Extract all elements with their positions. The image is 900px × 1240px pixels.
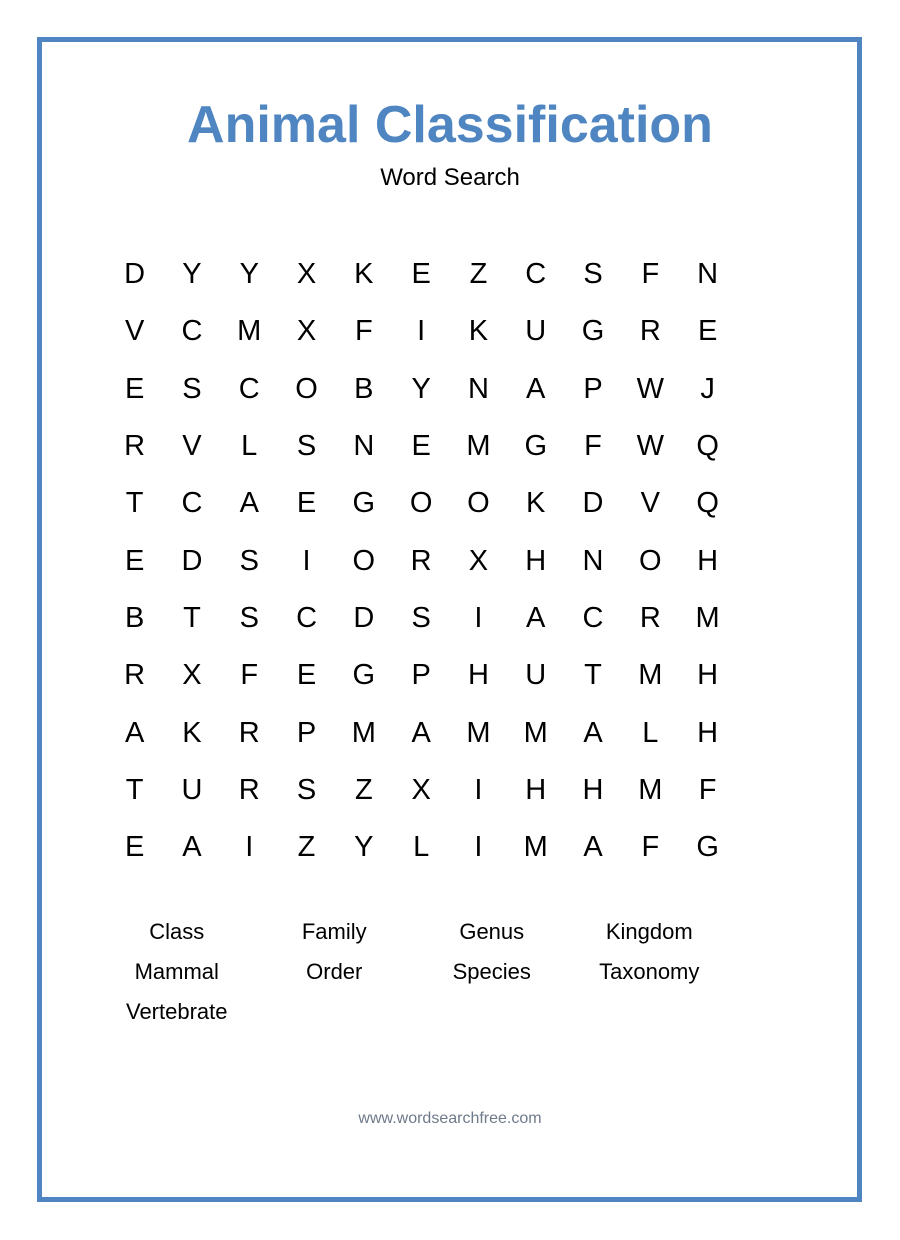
grid-cell[interactable]: M bbox=[237, 315, 262, 348]
grid-cell[interactable]: R bbox=[639, 315, 661, 348]
grid-cell[interactable]: M bbox=[695, 601, 720, 634]
grid-cell[interactable]: A bbox=[411, 716, 431, 749]
grid-cell[interactable]: F bbox=[641, 258, 660, 291]
grid-cell[interactable]: R bbox=[124, 430, 146, 463]
grid-cell[interactable]: S bbox=[411, 601, 431, 634]
grid-cell[interactable]: Z bbox=[469, 258, 488, 291]
grid-cell[interactable]: U bbox=[525, 659, 547, 692]
grid-cell[interactable]: C bbox=[181, 487, 203, 520]
word-list-item: Mammal bbox=[134, 959, 219, 984]
grid-cell[interactable]: P bbox=[411, 659, 431, 692]
grid-cell[interactable]: Y bbox=[354, 831, 374, 864]
grid-cell[interactable]: B bbox=[124, 601, 145, 634]
grid-cell[interactable]: K bbox=[468, 315, 489, 348]
grid-cell[interactable]: N bbox=[582, 544, 604, 577]
grid-cell[interactable]: V bbox=[182, 430, 202, 463]
grid-cell[interactable]: W bbox=[636, 430, 664, 463]
grid-cell[interactable]: I bbox=[245, 831, 254, 864]
grid-cell[interactable]: F bbox=[354, 315, 373, 348]
grid-cell[interactable]: S bbox=[239, 601, 259, 634]
grid-cell[interactable]: M bbox=[523, 716, 548, 749]
grid-cell[interactable]: C bbox=[582, 601, 604, 634]
grid-cell[interactable]: H bbox=[582, 773, 604, 806]
grid-cell[interactable]: V bbox=[124, 315, 145, 348]
word-list-item: Species bbox=[452, 959, 531, 984]
grid-cell[interactable]: G bbox=[352, 659, 376, 692]
grid-cell[interactable]: Z bbox=[297, 831, 316, 864]
grid-cell[interactable]: H bbox=[697, 716, 719, 749]
grid-cell[interactable]: A bbox=[239, 487, 259, 520]
grid-cell[interactable]: M bbox=[523, 831, 548, 864]
grid-cell[interactable]: F bbox=[641, 831, 660, 864]
grid-cell[interactable]: P bbox=[296, 716, 317, 749]
word-list-item: Family bbox=[301, 919, 367, 944]
grid-cell[interactable]: O bbox=[409, 487, 433, 520]
grid-cell[interactable]: X bbox=[296, 258, 317, 291]
grid-cell[interactable]: N bbox=[467, 372, 489, 405]
grid-cell[interactable]: Q bbox=[696, 430, 719, 463]
grid-cell[interactable]: N bbox=[353, 430, 375, 463]
grid-cell[interactable]: S bbox=[296, 430, 317, 463]
grid-cell[interactable]: O bbox=[295, 372, 318, 405]
grid-cell[interactable]: O bbox=[639, 544, 662, 577]
grid-cell[interactable]: M bbox=[638, 659, 663, 692]
grid-cell[interactable]: O bbox=[467, 487, 490, 520]
grid-cell[interactable]: S bbox=[583, 258, 603, 291]
grid-cell[interactable]: G bbox=[696, 831, 719, 864]
grid-cell[interactable]: M bbox=[466, 430, 491, 463]
grid-cell[interactable]: K bbox=[354, 258, 374, 291]
grid-cell[interactable]: Q bbox=[696, 487, 719, 520]
word-list-item: Vertebrate bbox=[125, 999, 228, 1024]
grid-cell[interactable]: X bbox=[411, 773, 431, 806]
grid-cell[interactable]: L bbox=[241, 430, 258, 463]
grid-cell[interactable]: T bbox=[584, 659, 602, 692]
grid-cell[interactable]: E bbox=[296, 659, 317, 692]
grid-cell[interactable]: R bbox=[410, 544, 432, 577]
grid-cell[interactable]: K bbox=[526, 487, 546, 520]
grid-cell[interactable]: X bbox=[468, 544, 489, 577]
grid-cell[interactable]: D bbox=[181, 544, 203, 577]
grid-cell[interactable]: M bbox=[638, 773, 663, 806]
grid-cell[interactable]: B bbox=[354, 372, 374, 405]
grid-cell[interactable]: L bbox=[642, 716, 659, 749]
grid-cell[interactable]: G bbox=[524, 430, 547, 463]
grid-cell[interactable]: H bbox=[697, 544, 719, 577]
grid-cell[interactable]: K bbox=[182, 716, 202, 749]
grid-cell[interactable]: C bbox=[238, 372, 260, 405]
grid-cell[interactable]: S bbox=[296, 773, 317, 806]
grid-cell[interactable]: N bbox=[697, 258, 719, 291]
grid-cell[interactable]: H bbox=[525, 773, 547, 806]
grid-cell[interactable]: F bbox=[240, 659, 259, 692]
grid-cell[interactable]: C bbox=[525, 258, 547, 291]
letter-grid bbox=[106, 246, 736, 876]
grid-cell[interactable]: U bbox=[181, 773, 203, 806]
grid-cell[interactable]: I bbox=[474, 773, 483, 806]
grid-cell[interactable]: X bbox=[296, 315, 317, 348]
grid-cell[interactable]: U bbox=[525, 315, 547, 348]
grid-cell[interactable]: P bbox=[583, 372, 603, 405]
grid-cell[interactable]: C bbox=[181, 315, 203, 348]
puzzle-subtitle: Word Search bbox=[380, 164, 520, 191]
grid-cell[interactable]: L bbox=[413, 831, 430, 864]
grid-cell[interactable]: E bbox=[296, 487, 317, 520]
grid-cell[interactable]: A bbox=[124, 716, 145, 749]
word-list bbox=[98, 912, 728, 1032]
grid-cell[interactable]: V bbox=[640, 487, 660, 520]
grid-cell[interactable]: A bbox=[526, 601, 546, 634]
grid-cell[interactable]: A bbox=[182, 831, 202, 864]
grid-cell[interactable]: X bbox=[182, 659, 202, 692]
grid-cell[interactable]: I bbox=[302, 544, 311, 577]
grid-cell[interactable]: F bbox=[584, 430, 602, 463]
grid-cell[interactable]: E bbox=[124, 544, 145, 577]
word-list-item: Order bbox=[306, 959, 363, 984]
grid-cell[interactable]: Y bbox=[239, 258, 259, 291]
grid-cell[interactable]: A bbox=[526, 372, 546, 405]
word-list-item: Genus bbox=[459, 919, 525, 944]
grid-cell[interactable]: D bbox=[124, 258, 146, 291]
grid-cell[interactable]: M bbox=[351, 716, 376, 749]
grid-cell[interactable]: S bbox=[239, 544, 259, 577]
grid-cell[interactable]: H bbox=[467, 659, 489, 692]
grid-cell[interactable]: R bbox=[238, 773, 260, 806]
grid-cell[interactable]: F bbox=[698, 773, 717, 806]
grid-cell[interactable]: A bbox=[583, 831, 603, 864]
grid-cell[interactable]: D bbox=[582, 487, 604, 520]
grid-cell[interactable]: E bbox=[411, 430, 431, 463]
grid-cell[interactable]: O bbox=[352, 544, 376, 577]
grid-cell[interactable]: T bbox=[125, 773, 144, 806]
grid-cell[interactable]: R bbox=[124, 659, 146, 692]
grid-cell[interactable]: A bbox=[583, 716, 603, 749]
grid-cell[interactable]: G bbox=[352, 487, 376, 520]
grid-cell[interactable]: T bbox=[183, 601, 201, 634]
word-list-item: Taxonomy bbox=[599, 959, 700, 984]
grid-cell[interactable]: E bbox=[411, 258, 431, 291]
grid-cell[interactable]: E bbox=[697, 315, 718, 348]
puzzle-title: Animal Classification bbox=[187, 96, 713, 154]
grid-cell[interactable]: G bbox=[581, 315, 605, 348]
grid-cell[interactable]: R bbox=[238, 716, 260, 749]
grid-cell[interactable]: Y bbox=[182, 258, 202, 291]
grid-cell[interactable]: H bbox=[697, 659, 719, 692]
grid-cell[interactable]: D bbox=[353, 601, 375, 634]
grid-cell[interactable]: H bbox=[525, 544, 547, 577]
grid-cell[interactable]: I bbox=[474, 831, 483, 864]
grid-cell[interactable]: Z bbox=[354, 773, 373, 806]
grid-cell[interactable]: E bbox=[124, 372, 145, 405]
grid-cell[interactable]: W bbox=[636, 372, 664, 405]
grid-cell[interactable]: E bbox=[124, 831, 145, 864]
grid-cell[interactable]: Y bbox=[411, 372, 431, 405]
grid-cell[interactable]: S bbox=[182, 372, 202, 405]
grid-cell[interactable]: C bbox=[296, 601, 318, 634]
word-list-item: Class bbox=[149, 919, 205, 944]
grid-cell[interactable]: M bbox=[466, 716, 491, 749]
grid-cell[interactable]: I bbox=[474, 601, 483, 634]
grid-cell[interactable]: J bbox=[700, 372, 715, 405]
footer-url[interactable]: www.wordsearchfree.com bbox=[358, 1110, 542, 1127]
grid-cell[interactable]: T bbox=[125, 487, 144, 520]
grid-cell[interactable]: I bbox=[417, 315, 426, 348]
word-list-item: Kingdom bbox=[605, 919, 693, 944]
grid-cell[interactable]: R bbox=[639, 601, 661, 634]
